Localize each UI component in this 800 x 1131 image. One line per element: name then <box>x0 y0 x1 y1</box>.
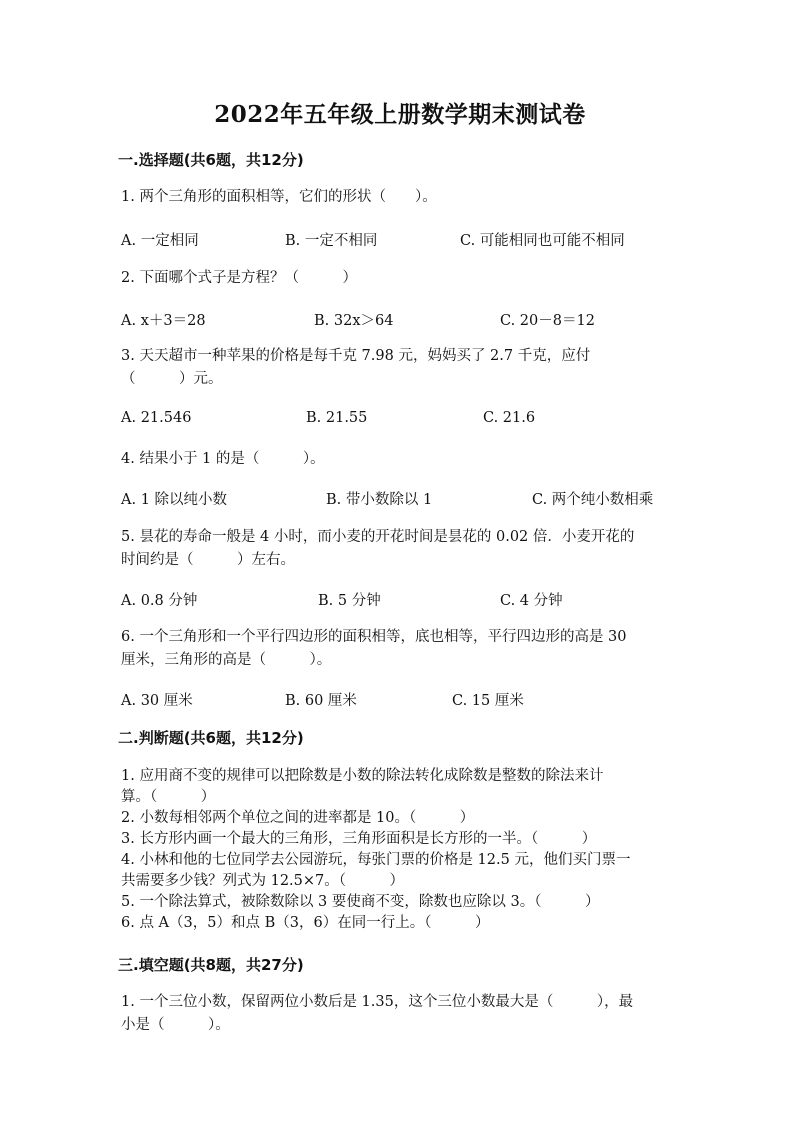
choice-q1-option-a: A. 一定相同 <box>121 233 199 249</box>
choice-q3-option-a: A. 21.546 <box>121 410 192 426</box>
page-title: 2022年五年级上册数学期末测试卷 <box>214 101 586 128</box>
choice-q6-option-c: C. 15 厘米 <box>452 693 524 709</box>
choice-q5-option-a: A. 0.8 分钟 <box>121 593 198 609</box>
judge-q5: 5. 一个除法算式，被除数除以 3 要使商不变，除数也应除以 3。（ ） <box>121 894 600 910</box>
fill-q1-line-2: 小是（ ）。 <box>121 1017 230 1033</box>
choice-q5-option-c: C. 4 分钟 <box>500 593 563 609</box>
choice-q1-stem: 1. 两个三角形的面积相等，它们的形状（ ）。 <box>121 189 437 205</box>
choice-q6-stem-line-2: 厘米，三角形的高是（ ）。 <box>121 652 332 668</box>
choice-q3-stem-line-2: （ ）元。 <box>121 371 223 387</box>
choice-q1-option-b: B. 一定不相同 <box>285 233 378 249</box>
choice-q2-option-a: A. x＋3＝28 <box>121 313 206 329</box>
judge-q3: 3. 长方形内画一个最大的三角形，三角形面积是长方形的一半。（ ） <box>121 831 597 847</box>
choice-q5-option-b: B. 5 分钟 <box>318 593 381 609</box>
choice-q4-option-b: B. 带小数除以 1 <box>326 492 433 508</box>
choice-q3-option-b: B. 21.55 <box>306 410 368 426</box>
choice-q4-option-a: A. 1 除以纯小数 <box>121 492 228 508</box>
section-heading-choice: 一.选择题(共6题，共12分) <box>118 151 304 169</box>
choice-q5-stem-line-1: 5. 昙花的寿命一般是 4 小时，而小麦的开花时间是昙花的 0.02 倍．小麦开花的 <box>121 529 635 545</box>
judge-q2: 2. 小数每相邻两个单位之间的进率都是 10。（ ） <box>121 810 475 826</box>
choice-q2-option-b: B. 32x＞64 <box>314 313 394 329</box>
choice-q2-option-c: C. 20－8＝12 <box>500 313 595 329</box>
choice-q5-stem-line-2: 时间约是（ ）左右。 <box>121 552 295 568</box>
section-heading-fill: 三.填空题(共8题，共27分) <box>118 956 304 974</box>
judge-q6: 6. 点 A（3，5）和点 B（3，6）在同一行上。（ ） <box>121 915 490 931</box>
judge-q4-line-1: 4. 小林和他的七位同学去公园游玩，每张门票的价格是 12.5 元，他们买门票一 <box>121 852 631 868</box>
judge-q4-line-2: 共需要多少钱？列式为 12.5×7。（ ） <box>121 873 405 889</box>
choice-q6-option-b: B. 60 厘米 <box>285 693 357 709</box>
choice-q3-stem-line-1: 3. 天天超市一种苹果的价格是每千克 7.98 元，妈妈买了 2.7 千克，应付 <box>121 348 591 364</box>
choice-q4-option-c: C. 两个纯小数相乘 <box>532 492 654 508</box>
choice-q2-stem: 2. 下面哪个式子是方程？（ ） <box>121 270 357 286</box>
judge-q1-line-1: 1. 应用商不变的规律可以把除数是小数的除法转化成除数是整数的除法来计 <box>121 768 604 784</box>
choice-q6-stem-line-1: 6. 一个三角形和一个平行四边形的面积相等，底也相等，平行四边形的高是 30 <box>121 629 627 645</box>
choice-q3-option-c: C. 21.6 <box>483 410 536 426</box>
choice-q1-option-c: C. 可能相同也可能不相同 <box>460 233 625 249</box>
choice-q6-option-a: A. 30 厘米 <box>121 693 193 709</box>
fill-q1-line-1: 1. 一个三位小数，保留两位小数后是 1.35，这个三位小数最大是（ ），最 <box>121 994 634 1010</box>
choice-q4-stem: 4. 结果小于 1 的是（ ）。 <box>121 451 325 467</box>
section-heading-judge: 二.判断题(共6题，共12分) <box>118 729 304 747</box>
judge-q1-line-2: 算。（ ） <box>121 789 216 805</box>
